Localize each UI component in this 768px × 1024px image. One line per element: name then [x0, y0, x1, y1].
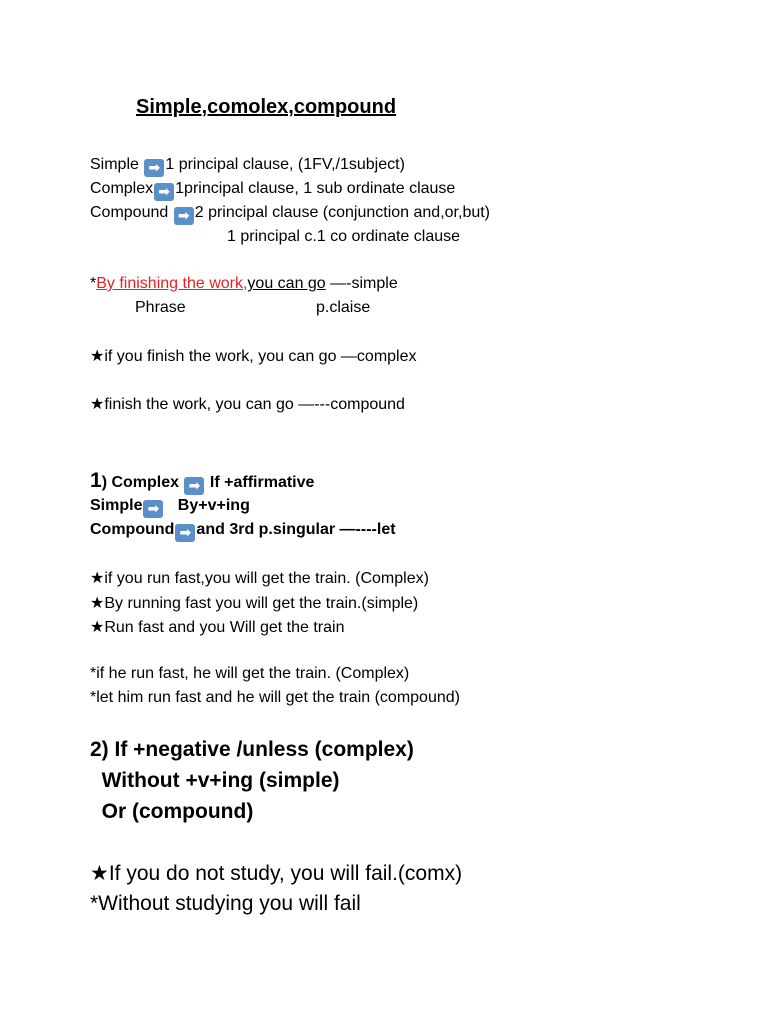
example-complex — [90, 346, 417, 367]
def-complex-label: Complex — [90, 180, 154, 197]
section1-simple — [90, 496, 250, 518]
label-clause: p.claise — [316, 299, 371, 316]
def-complex — [90, 179, 455, 201]
right-arrow-icon: ➡ — [144, 159, 164, 177]
def-compound — [90, 203, 490, 225]
example-b-2 — [90, 593, 418, 614]
def-compound-text2: 1 principal c.1 co ordinate clause — [227, 228, 461, 245]
def-compound-label: Compound — [90, 204, 173, 221]
right-arrow-icon: ➡ — [184, 477, 204, 495]
section1-complex-label: ) Complex — [101, 474, 184, 491]
def-compound-text: 2 principal clause (conjunction and,or,but) — [194, 204, 491, 221]
example-b-3 — [90, 617, 344, 638]
right-arrow-icon: ➡ — [143, 500, 163, 518]
right-arrow-icon: ➡ — [174, 207, 194, 225]
phrase-text: By finishing the work, — [96, 275, 248, 292]
section1-compound-label: Compound — [90, 521, 175, 538]
section2-line1: 2) If +negative /unless (complex) — [90, 738, 414, 761]
example-b-1 — [90, 568, 429, 589]
star-icon: ★ — [90, 617, 105, 636]
example-compound-text: finish the work, you can go —---compound — [104, 396, 405, 413]
section1-simple-label: Simple — [90, 497, 143, 514]
section1-complex — [90, 469, 314, 495]
def-simple-text: 1 principal clause, (1FV,/1subject) — [165, 156, 405, 173]
example-b-3-text: Run fast and you Will get the train — [104, 619, 345, 636]
star-icon: ★ — [90, 568, 105, 587]
right-arrow-icon: ➡ — [175, 524, 195, 542]
star-icon: ★ — [90, 394, 105, 413]
def-simple — [90, 155, 405, 177]
section2-line3: Or (compound) — [90, 800, 254, 823]
section1-simple-rule: By+v+ing — [164, 497, 250, 514]
bullet-asterisk: * — [90, 275, 97, 292]
clause-text: you can go — [247, 275, 326, 292]
section1-number: 1 — [90, 469, 102, 492]
example-simple — [90, 274, 398, 294]
example-c-1 — [90, 859, 462, 888]
example-c-2: *Without studying you will fail — [90, 892, 361, 915]
section1-compound — [90, 520, 396, 542]
section2-line2: Without +v+ing (simple) — [90, 769, 340, 792]
page-title: Simple,comolex,compound — [136, 96, 397, 118]
right-arrow-icon: ➡ — [154, 183, 174, 201]
example-b-1-text: if you run fast,you will get the train. (Complex) — [104, 570, 429, 587]
example-b-2-text: By running fast you will get the train.(simple) — [104, 595, 419, 612]
example-b-5: *let him run fast and he will get the train (compound) — [90, 689, 460, 706]
example-complex-text: if you finish the work, you can go —complex — [104, 348, 417, 365]
def-complex-text: 1principal clause, 1 sub ordinate clause — [175, 180, 456, 197]
label-phrase: Phrase — [135, 299, 186, 316]
example-b-4: *if he run fast, he will get the train. (Complex) — [90, 665, 410, 682]
example-c-1-text: If you do not study, you will fail.(comx) — [108, 862, 463, 885]
section1-complex-rule: If +affirmative — [205, 474, 315, 491]
def-simple-label: Simple — [90, 156, 144, 173]
star-icon: ★ — [90, 346, 105, 365]
example-tail: —-simple — [325, 275, 398, 292]
example-compound — [90, 394, 405, 415]
star-icon: ★ — [90, 861, 109, 885]
star-icon: ★ — [90, 593, 105, 612]
section1-compound-rule: and 3rd p.singular —----let — [196, 521, 396, 538]
